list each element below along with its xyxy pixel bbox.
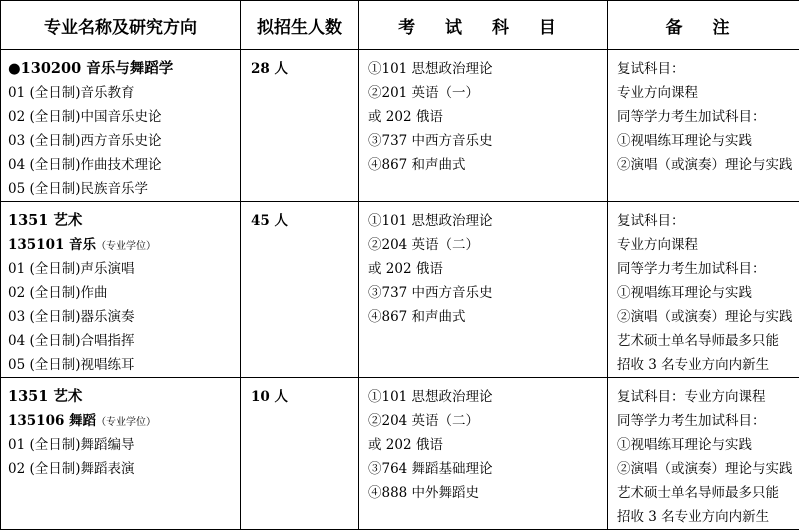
note-item: 艺术硕士单名导师最多只能 [608,329,799,353]
major-title: ●130200 音乐与舞蹈学 [1,57,240,81]
subtitle-code: 135101 音乐 [8,237,96,253]
major-title: 1351 艺术 [1,385,240,409]
subject-item: ④867 和声曲式 [359,153,607,177]
subject-item: ④888 中外舞蹈史 [359,481,607,505]
subject-item: ①101 思想政治理论 [359,57,607,81]
note-item: ②演唱（或演奏）理论与实践 [608,153,799,177]
table-row [1,202,799,378]
notes-cell [608,202,799,378]
direction-item: 01 (全日制)音乐教育 [1,81,240,105]
header-subjects: 考 试 科 目 [359,1,608,50]
note-item: 复试科目： [608,209,799,233]
major-cell [1,50,241,202]
note-item: 招收 3 名专业方向内新生 [608,353,799,377]
subject-item: ②204 英语（二） [359,233,607,257]
subtitle-note: （专业学位） [96,417,156,428]
note-item: 艺术硕士单名导师最多只能 [608,481,799,505]
note-item: ②演唱（或演奏）理论与实践 [608,305,799,329]
major-cell [1,378,241,530]
note-item: 专业方向课程 [608,233,799,257]
major-title: 1351 艺术 [1,209,240,233]
note-item: ②演唱（或演奏）理论与实践 [608,457,799,481]
subject-item: ④867 和声曲式 [359,305,607,329]
subject-item: 或 202 俄语 [359,257,607,281]
note-item: 同等学力考生加试科目： [608,257,799,281]
quota-value: 28 人 [241,57,358,81]
note-item: ①视唱练耳理论与实践 [608,281,799,305]
major-subtitle [1,233,240,257]
subject-item: ③737 中西方音乐史 [359,281,607,305]
subject-item: ②201 英语（一） [359,81,607,105]
note-item: 复试科目： [608,57,799,81]
subjects-cell [359,202,608,378]
quota-value: 45 人 [241,209,358,233]
direction-item: 02 (全日制)作曲 [1,281,240,305]
note-item: 同等学力考生加试科目： [608,409,799,433]
subject-item: ①101 思想政治理论 [359,385,607,409]
quota-value: 10 人 [241,385,358,409]
subject-item: 或 202 俄语 [359,105,607,129]
major-cell [1,202,241,378]
subject-item: ③737 中西方音乐史 [359,129,607,153]
note-item: 专业方向课程 [608,81,799,105]
quota-cell [241,378,359,530]
notes-cell [608,50,799,202]
subject-item: ③764 舞蹈基础理论 [359,457,607,481]
direction-item: 04 (全日制)合唱指挥 [1,329,240,353]
subject-item: ①101 思想政治理论 [359,209,607,233]
table-row [1,50,799,202]
note-item: ①视唱练耳理论与实践 [608,129,799,153]
direction-item: 02 (全日制)中国音乐史论 [1,105,240,129]
direction-item: 03 (全日制)西方音乐史论 [1,129,240,153]
direction-item: 04 (全日制)作曲技术理论 [1,153,240,177]
header-quota: 拟招生人数 [241,1,359,50]
header-row [1,1,799,50]
subject-item: 或 202 俄语 [359,433,607,457]
header-notes: 备 注 [608,1,799,50]
direction-item: 02 (全日制)舞蹈表演 [1,457,240,481]
table-row [1,378,799,530]
direction-item: 03 (全日制)器乐演奏 [1,305,240,329]
notes-cell [608,378,799,530]
subtitle-code: 135106 舞蹈 [8,413,96,429]
major-subtitle [1,409,240,433]
header-major: 专业名称及研究方向 [1,1,241,50]
note-item: 同等学力考生加试科目： [608,105,799,129]
quota-cell [241,50,359,202]
note-item: 招收 3 名专业方向内新生 [608,505,799,529]
direction-item: 01 (全日制)声乐演唱 [1,257,240,281]
subtitle-note: （专业学位） [96,241,156,252]
direction-item: 01 (全日制)舞蹈编导 [1,433,240,457]
direction-item: 05 (全日制)民族音乐学 [1,177,240,201]
quota-cell [241,202,359,378]
note-item: 复试科目：专业方向课程 [608,385,799,409]
subjects-cell [359,50,608,202]
direction-item: 05 (全日制)视唱练耳 [1,353,240,377]
note-item: ①视唱练耳理论与实践 [608,433,799,457]
subjects-cell [359,378,608,530]
subject-item: ②204 英语（二） [359,409,607,433]
